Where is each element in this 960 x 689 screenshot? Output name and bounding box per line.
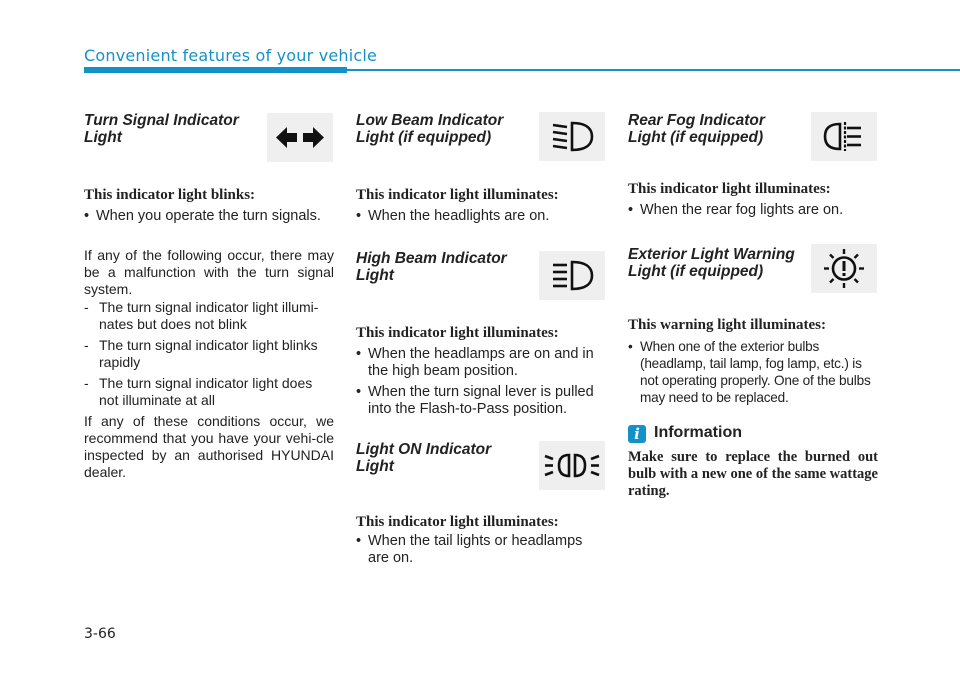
turn-signal-bullet: • When you operate the turn signals.	[84, 208, 321, 224]
page-number: 3-66	[84, 626, 116, 642]
turn-signal-para1: If any of the following occur, there may be a malfunction with the turn signal system.	[84, 247, 334, 297]
rear-fog-title: Rear Fog Indicator Light (if equipped)	[628, 112, 765, 146]
header-rule-thin	[347, 69, 960, 71]
high-beam-bullet-2: • When the turn signal lever is pulled into the Flash-to-Pass position.	[356, 384, 594, 417]
information-heading: i Information	[628, 424, 742, 443]
light-on-title: Light ON Indicator Light	[356, 441, 492, 475]
rear-fog-icon	[811, 112, 877, 161]
turn-signal-para2: If any of these conditions occur, we recommend that you have your vehi-cle inspected by an authorised HYUNDAI dealer.	[84, 413, 334, 480]
information-icon: i	[628, 425, 646, 443]
high-beam-title: High Beam Indicator Light	[356, 250, 507, 284]
light-on-bullet: • When the tail lights or headlamps are on.	[356, 533, 583, 566]
header-rule-thick	[84, 67, 347, 73]
low-beam-lead: This indicator light illuminates:	[356, 187, 559, 203]
turn-signal-dash-2: - The turn signal indicator light blinks rapidly	[84, 337, 318, 370]
exterior-warning-bullet: • When one of the exterior bulbs (headlamp, tail lamp, fog lamp, etc.) is not operating properly. One of the bulbs may need to be replaced.	[628, 339, 871, 405]
high-beam-icon	[539, 251, 605, 300]
low-beam-title: Low Beam Indicator Light (if equipped)	[356, 112, 504, 146]
light-on-lead: This indicator light illuminates:	[356, 514, 559, 530]
exterior-warning-title: Exterior Light Warning Light (if equipped)	[628, 246, 795, 280]
high-beam-bullet-1: • When the headlamps are on and in the high beam position.	[356, 346, 594, 379]
turn-signal-lead: This indicator light blinks:	[84, 187, 256, 203]
exterior-warning-lead: This warning light illuminates:	[628, 317, 826, 333]
turn-signal-title: Turn Signal Indicator Light	[84, 112, 239, 146]
section-header-title: Convenient features of your vehicle	[84, 46, 378, 65]
light-on-icon	[539, 441, 605, 490]
turn-signal-dash-3: - The turn signal indicator light does not illuminate at all	[84, 375, 313, 408]
high-beam-lead: This indicator light illuminates:	[356, 325, 559, 341]
exterior-warning-icon	[811, 244, 877, 293]
information-body: Make sure to replace the burned out bulb with a new one of the same wattage rating.	[628, 449, 878, 499]
turn-signal-dash-1: - The turn signal indicator light illumi-nates but does not blink	[84, 299, 319, 332]
rear-fog-bullet: • When the rear fog lights are on.	[628, 202, 844, 218]
rear-fog-lead: This indicator light illuminates:	[628, 181, 831, 197]
low-beam-icon	[539, 112, 605, 161]
low-beam-bullet: • When the headlights are on.	[356, 208, 550, 224]
turn-signal-icon	[267, 113, 333, 162]
